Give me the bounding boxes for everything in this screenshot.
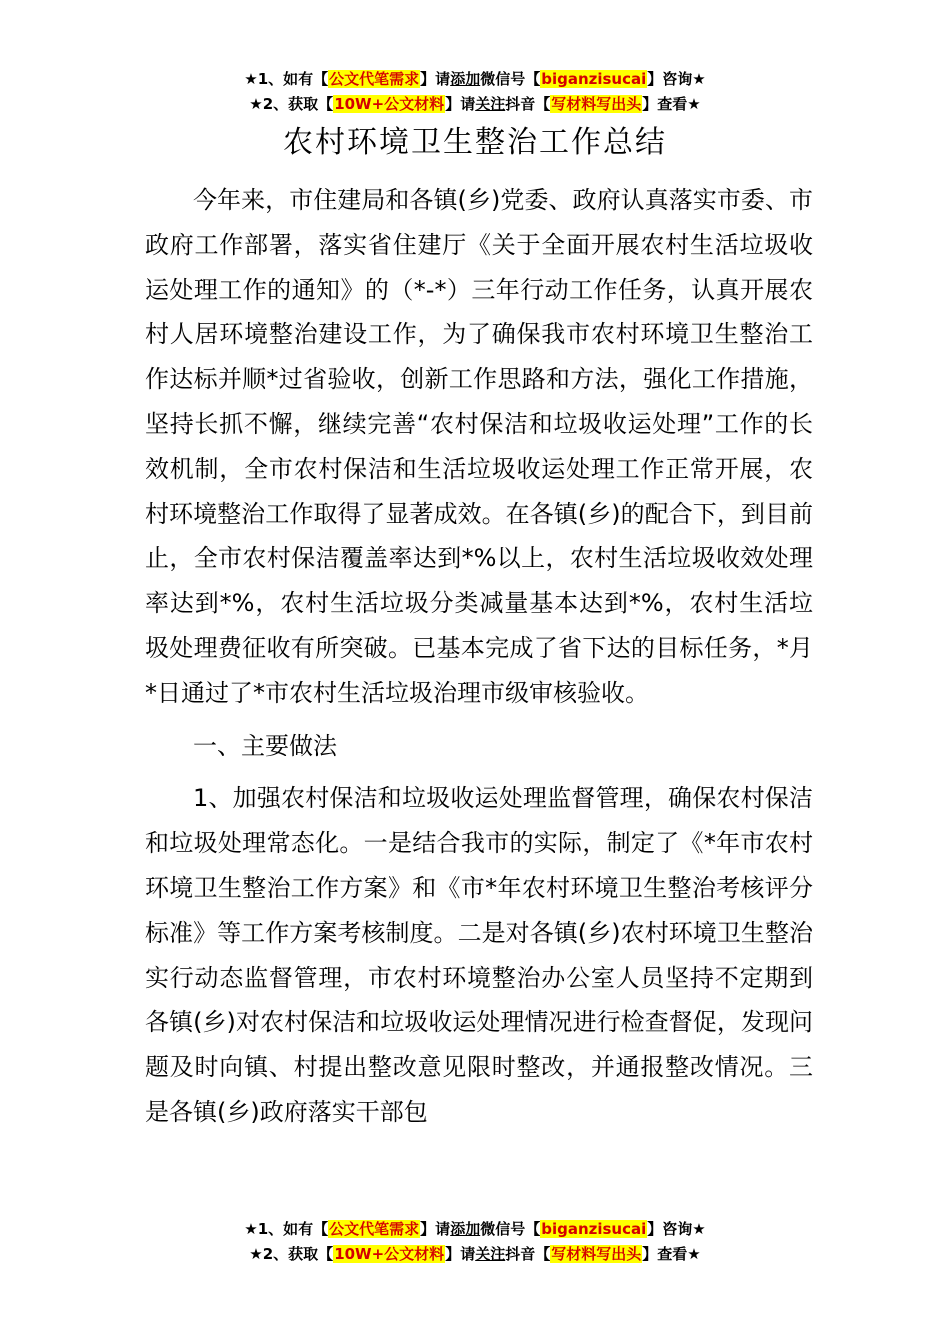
promo-line-1: ★1、如有【公文代笔需求】请添加微信号【biganzisucai】咨询★ bbox=[244, 70, 706, 88]
intro-paragraph: 今年来，市住建局和各镇(乡)党委、政府认真落实市委、市政府工作部署，落实省住建厅《关于全面开展农村生活垃圾收运处理工作的通知》的（*-*）三年行动工作任务，认真开展农村人居环境整治建设工作，为了确保我市农村环境卫生整治工作达标并顺*过省验收，创新工作思路和方法，强化工作措施，坚持长抓不懈，继续完善“农村保洁和垃圾收运处理”工作的长效机制，全市农村保洁和生活垃圾收运处理工作正常开展，农村环境整治工作取得了显著成效。在各镇(乡)的配合下，到目前止，全市农村保洁覆盖率达到*%以上，农村生活垃圾收效处理率达到*%，农村生活垃圾分类减量基本达到*%，农村生活垃圾处理费征收有所突破。已基本完成了省下达的目标任务，*月*日通过了*市农村生活垃圾治理市级审核验收。 bbox=[145, 186, 813, 707]
promo-line-1: ★1、如有【公文代笔需求】请添加微信号【biganzisucai】咨询★ bbox=[244, 1220, 706, 1238]
section-paragraph: 1、加强农村保洁和垃圾收运处理监督管理，确保农村保洁和垃圾处理常态化。一是结合我市的实际，制定了《*年市农村环境卫生整治工作方案》和《市*年农村环境卫生整治考核评分标准》等工作方案考核制度。二是对各镇(乡)农村环境卫生整治实行动态监督管理，市农村环境整治办公室人员坚持不定期到各镇(乡)对农村保洁和垃圾收运处理情况进行检查督促，发现问题及时向镇、村提出整改意见限时整改，并通报整改情况。三是各镇(乡)政府落实干部包 bbox=[145, 784, 813, 1126]
promo-line-2: ★2、获取【10W+公文材料】请关注抖音【写材料写出头】查看★ bbox=[249, 95, 701, 113]
promo-banner-top bbox=[0, 67, 950, 117]
document-body bbox=[145, 178, 813, 1135]
promo-banner-bottom bbox=[0, 1217, 950, 1267]
section-heading: 一、主要做法 bbox=[193, 731, 337, 760]
promo-line-2: ★2、获取【10W+公文材料】请关注抖音【写材料写出头】查看★ bbox=[249, 1245, 701, 1263]
document-title: 农村环境卫生整治工作总结 bbox=[283, 125, 667, 160]
